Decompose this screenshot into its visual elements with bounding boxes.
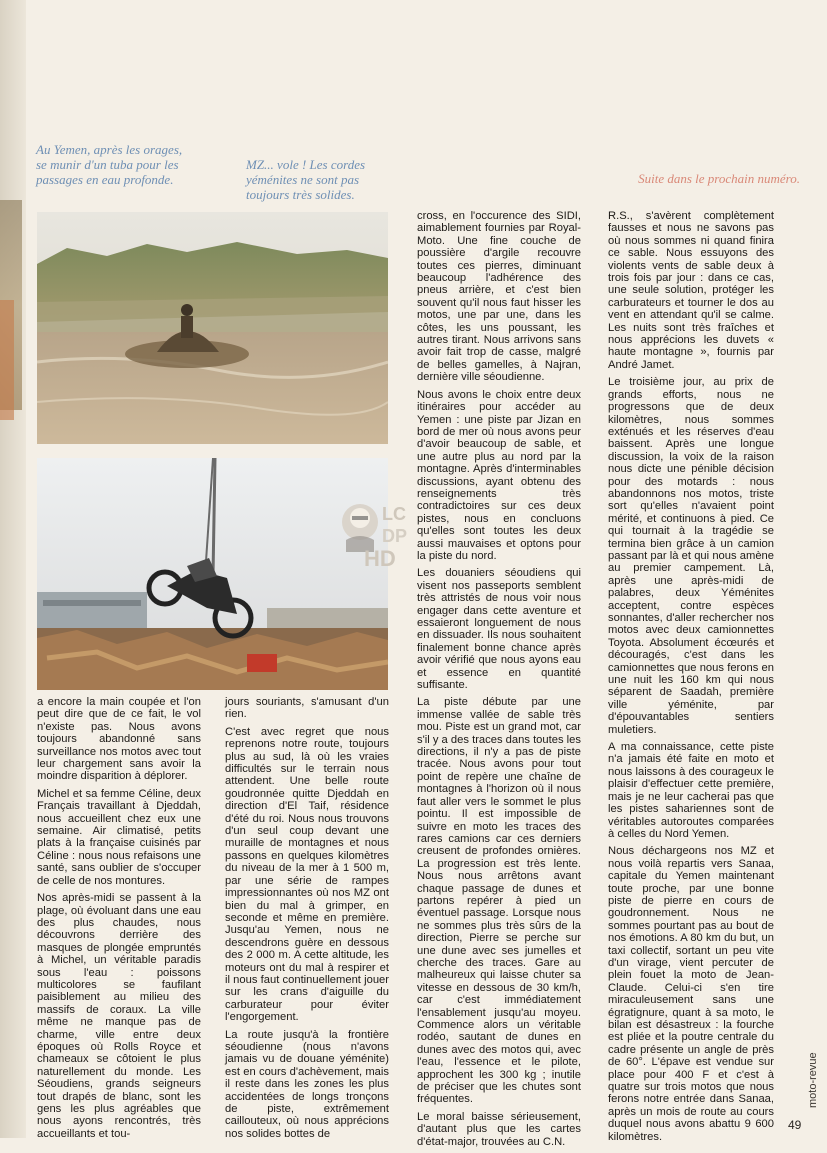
col3-paragraph-5: Le moral baisse sérieusement, d'autant plus que les cartes d'état-major, trouvées au C.N.	[417, 1110, 581, 1148]
col2-paragraph-2: C'est avec regret que nous reprenons notre route, toujours plus au sud, là où les vraies difficultés sur le terrain nous attendent. Une belle route goudronnée quitte Djeddah en direction d'El Taif, résidence d'été du roi. Nous nous trouvons d'un seul coup devant une muraille de montagnes et nous passons en quelques kilomètres du niveau de la mer à 1 500 m, par une série de rampes impressionnantes où nos MZ ont bien du mal à grimper, en seconde et même en première. Jusqu'au Yemen, nous ne descendrons guère en dessous des 2 000 m. A cette altitude, les moteurs ont du mal à respirer et il nous faut continuellement jouer sur les crans d'aiguille du carburateur pour éviter l'engorgement.	[225, 725, 389, 1024]
left-margin-strip	[0, 0, 26, 1138]
magazine-name	[787, 1000, 819, 1110]
caption-yemen: Au Yemen, après les orages, se munir d'un tuba pour les passages en eau profonde.	[36, 142, 183, 187]
col4-paragraph-4: Nous déchargeons nos MZ et nous voilà repartis vers Sanaa, capitale du Yemen maintenant toute proche, par une bonne piste de pierre en cours de goudronnement. Nous ne sommes pourtant pas au bout de nos émotions. A 80 km du but, un taxi collectif, sortant un peu vite d'un virage, vient percuter de plein fouet la moto de Jean-Claude. Celui-ci s'en tire miraculeusement sans une égratignure, quant à sa moto, le bilan est désastreux : la fourche est pliée et la poutre centrale du cadre présente un angle de près de 60°. L'épave est vendue sur place pour 400 F et c'est à quatre sur trois motos que nous ferons notre entrée dans Sanaa, après un mois de route au cours duquel nous avons abattu 9 600 kilomètres.	[608, 845, 774, 1143]
col4-paragraph-3: A ma connaissance, cette piste n'a jamais été faite en moto et nous laissons à des courageux le plaisir d'effectuer cette première, mais je ne leur cacherai pas que les pistes sahariennes sont de véritables autoroutes comparées à celles du Nord Yemen.	[608, 741, 774, 840]
caption-mz: MZ... vole ! Les cordes yéménites ne sont pas toujours très solides.	[246, 157, 366, 202]
col4-paragraph-2: Le troisième jour, au prix de grands efforts, nous ne progressons que de deux kilomètres, nous sommes exténués et les réserves d'eau baissent. Après une longue discussion, la voix de la raison nous dicte une pénible décision pour des motards : nous abandonnons nos motos, triste sort qu'elles n'avaient point mérité, et continuons à pied. Ce qui tournait à la tragédie se termina bien grâce à un camion passant par là et qui nous amène au premier campement. Là, après une après-midi de palabres, deux Yéménites acceptent, contre espèces sonnantes, d'aller rechercher nos motos avec deux camionnettes Toyota. Absolument écœurés et découragés, c'est dans les camionnettes que nous ferons en une nuit les 160 km qui nous séparent de Saadah, première ville yéménite, par d'épouvantables sentiers muletiers.	[608, 376, 774, 736]
caption-suite: Suite dans le prochain numéro.	[638, 171, 800, 186]
col2-paragraph-1: jours souriants, s'amusant d'un rien.	[225, 696, 389, 721]
col3-paragraph-1: cross, en l'occurence des SIDI, aimablement fournies par Royal-Moto. Une fine couche de poussière d'argile recouvre toutes ces pierres, diminuant beaucoup l'adhérence des pneus arrière, et c'est bien souvent qu'il nous faut hisser les motos, une par une, dans les côtes, les uns poussant, les autres tirant. Nous arrivons sans avoir fait trop de casse, malgré de belles gamelles, à Najran, dernière ville séoudienne.	[417, 210, 581, 384]
previous-page-photo-edge-accent	[0, 300, 14, 420]
photo-water-crossing	[37, 212, 388, 444]
text-column-1	[37, 696, 201, 1145]
col1-paragraph-1: a encore la main coupée et l'on peut dire que de ce fait, le vol n'existe pas. Nous avons toujours abandonné sans surveillance nos motos avec tout leur chargement sans avoir la moindre disparition à déplorer.	[37, 696, 201, 783]
watermark-logo	[338, 492, 416, 570]
crane-lift-illustration	[37, 458, 388, 690]
watermark-stamp	[338, 492, 416, 570]
page-number: 49	[788, 1118, 802, 1132]
magazine-name-text: moto-revue	[807, 1052, 819, 1108]
col2-paragraph-3: La route jusqu'à la frontière séoudienne (nous n'avons jamais vu de douane yéménite) est en cours d'achèvement, mais il reste dans les zones les plus accidentées de longs tronçons de piste, extrêmement caillouteux, où nous apprécions nos solides bottes de	[225, 1028, 389, 1140]
svg-text:LC: LC	[382, 504, 406, 524]
col4-paragraph-1: R.S., s'avèrent complètement fausses et nous ne savons pas où nous sommes ni quand finira ce sable. Nous essuyons des violents vents de sable deux à trois fois par jour : dans ce cas, une seule solution, protéger les carburateurs et tourner le dos au vent en attendant qu'il se calme. Les nuits sont très fraîches et nous apprécions les duvets « haute montagne », fournis par André Jamet.	[608, 210, 774, 371]
text-column-4	[608, 210, 774, 1148]
col3-paragraph-3: Les douaniers séoudiens qui visent nos passeports semblent très attristés de nous voir nous engager dans cette aventure et essaieront longuement de nous en dissuader. Ils nous souhaitent finalement bonne chance après avoir vérifié que nous ayons eau et essence en quantité suffisante.	[417, 567, 581, 692]
text-column-2	[225, 696, 389, 1145]
photo-crane-lift	[37, 458, 388, 690]
col1-paragraph-2: Michel et sa femme Céline, deux Français travaillant à Djeddah, nous accueillent chez eux une semaine. Air climatisé, petits plats à la française cuisinés par Céline : nous nous refaisons une santé, sans oublier de s'occuper de celle de nos montures.	[37, 787, 201, 887]
col1-paragraph-3: Nos après-midi se passent à la plage, où évoluant dans une eau des plus chaudes, nous découvrons derrière des masques de plongée empruntés à Michel, un véritable paradis sous l'eau : poissons multicolores se faufilant paisiblement au milieu des massifs de coraux. La ville même ne manque pas de charme, ville entre deux époques où Rolls Royce et chameaux se côtoient le plus naturellement du monde. Les Séoudiens, grands seigneurs tout drapés de blanc, sont les gens les plus agréables que nous ayons rencontrés, très accueillants et tou-	[37, 892, 201, 1140]
text-column-3	[417, 210, 581, 1153]
col3-paragraph-4: La piste débute par une immense vallée de sable très mou. Piste est un grand mot, car s'il y a des traces dans toutes les directions, il n'y a pas de piste tracée. Nous avons pour tout point de repère une chaîne de montagnes à l'horizon où il nous faut aller vers le sommet le plus pointu. Il est impossible de suivre en moto les traces des rares camions car ces derniers creusent de profondes ornières. La progression est très lente. Nous nous arrêtons avant chaque passage de dunes et partons repérer à pied un éventuel passage. Lorsque nous ne sommes plus très sûrs de la direction, Pierre se perche sur une dune avec ses jumelles et cherche des traces. Gare au malheureux qui laisse chuter sa vitesse en dessous de 30 km/h, car c'est immédiatement l'ensablement jusqu'au moyeu. Commence alors un véritable rodéo, sautant de dunes en dunes avec des motos qui, avec l'eau, l'essence et le pilote, approchent les 300 kg ; inutile de préciser que les chutes sont fréquentes.	[417, 696, 581, 1106]
svg-text:DP: DP	[382, 526, 408, 546]
col3-paragraph-2: Nous avons le choix entre deux itinéraires pour accéder au Yemen : une piste par Jizan en bord de mer où nous avons peur d'avoir beaucoup de sable, et une autre plus au nord par la montagne. Après d'interminables discussions, ayant obtenu des renseignements très contradictoires sur ces deux pistes, nous en concluons qu'elles sont toutes les deux aussi mauvaises et optons pour la piste du nord.	[417, 388, 581, 562]
water-crossing-illustration	[37, 212, 388, 444]
svg-text:HD: HD	[364, 546, 396, 570]
